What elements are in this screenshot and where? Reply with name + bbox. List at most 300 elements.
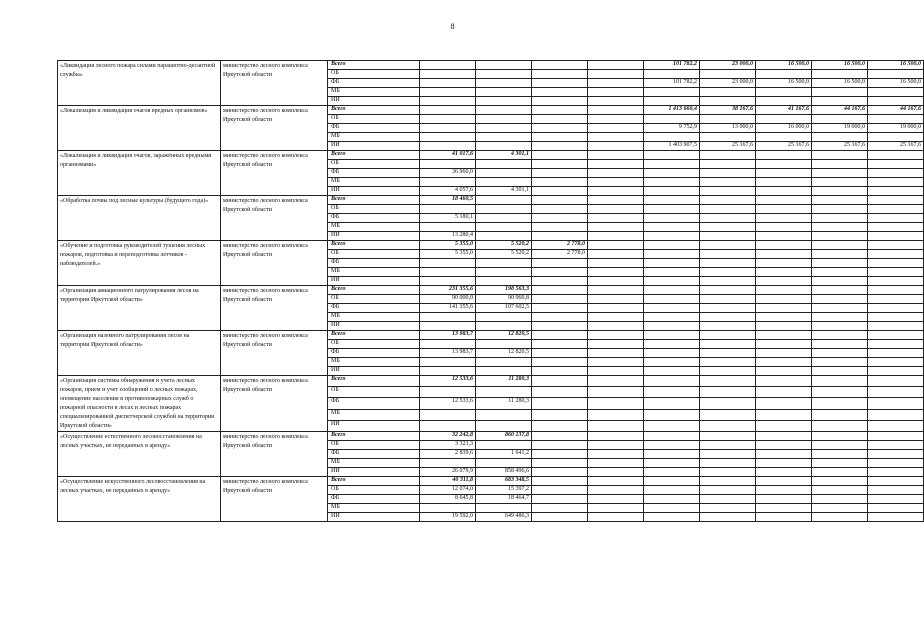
value-cell	[812, 358, 868, 367]
value-cell	[700, 187, 756, 196]
value-cell	[868, 376, 924, 387]
funding-source: МБ	[328, 358, 420, 367]
value-cell	[476, 340, 532, 349]
value-cell	[700, 432, 756, 441]
value-cell: 5 355,0	[420, 241, 476, 250]
value-cell	[420, 223, 476, 232]
value-cell	[756, 420, 812, 431]
value-cell	[700, 97, 756, 106]
value-cell	[700, 214, 756, 223]
value-cell: 5 520,2	[476, 241, 532, 250]
value-cell	[812, 313, 868, 322]
empty-cell	[588, 367, 644, 376]
value-cell	[868, 178, 924, 187]
value-cell	[812, 398, 868, 409]
value-cell	[868, 409, 924, 420]
value-cell	[700, 196, 756, 205]
value-cell	[532, 513, 588, 522]
value-cell	[644, 409, 700, 420]
value-cell	[476, 277, 532, 286]
value-cell	[700, 387, 756, 398]
empty-cell	[588, 295, 644, 304]
funding-source: Всего	[328, 196, 420, 205]
value-cell	[476, 133, 532, 142]
value-cell	[476, 115, 532, 124]
value-cell	[644, 459, 700, 468]
value-cell: 13 280,4	[420, 232, 476, 241]
value-cell	[532, 277, 588, 286]
responsible-executor: министерство лесного комплекса Иркутской области	[221, 241, 328, 286]
value-cell: 44 167,6	[812, 106, 868, 115]
value-cell	[532, 259, 588, 268]
value-cell	[868, 432, 924, 441]
value-cell: 231 355,6	[420, 286, 476, 295]
page-number: 8	[450, 22, 455, 31]
value-cell	[644, 178, 700, 187]
value-cell	[644, 367, 700, 376]
value-cell	[700, 259, 756, 268]
value-cell	[532, 151, 588, 160]
measure-name: «Организация авиационного патрулирования лесов на территории Иркутской области»	[58, 286, 221, 331]
value-cell	[476, 322, 532, 331]
table-row	[58, 241, 924, 250]
empty-cell	[588, 441, 644, 450]
value-cell	[756, 115, 812, 124]
measure-name: «Осуществление искусственного лесовосстановления на лесных участках, не переданных в аренду»	[58, 477, 221, 522]
value-cell	[532, 358, 588, 367]
value-cell	[644, 241, 700, 250]
empty-cell	[588, 232, 644, 241]
value-cell	[812, 259, 868, 268]
empty-cell	[588, 432, 644, 441]
value-cell: 13 000,0	[700, 124, 756, 133]
value-cell	[532, 205, 588, 214]
value-cell	[476, 214, 532, 223]
value-cell	[756, 495, 812, 504]
value-cell	[420, 268, 476, 277]
value-cell	[756, 133, 812, 142]
value-cell: 41 167,6	[756, 106, 812, 115]
value-cell	[700, 367, 756, 376]
value-cell	[700, 376, 756, 387]
value-cell: 1 403 907,5	[644, 142, 700, 151]
value-cell	[476, 232, 532, 241]
value-cell	[420, 459, 476, 468]
value-cell	[700, 340, 756, 349]
value-cell: 40 311,8	[420, 477, 476, 486]
value-cell	[756, 160, 812, 169]
value-cell	[532, 376, 588, 387]
value-cell	[868, 486, 924, 495]
value-cell: 683 348,5	[476, 477, 532, 486]
funding-source: МБ	[328, 133, 420, 142]
value-cell: 25 167,6	[868, 142, 924, 151]
value-cell	[644, 286, 700, 295]
funding-source: ФБ	[328, 349, 420, 358]
value-cell	[868, 349, 924, 358]
value-cell	[756, 250, 812, 259]
empty-cell	[588, 124, 644, 133]
value-cell	[476, 124, 532, 133]
value-cell	[476, 313, 532, 322]
empty-cell	[588, 70, 644, 79]
value-cell	[756, 196, 812, 205]
value-cell: 90 960,8	[476, 295, 532, 304]
value-cell	[476, 97, 532, 106]
funding-source: Всего	[328, 106, 420, 115]
value-cell	[532, 61, 588, 70]
value-cell: 16 500,0	[868, 61, 924, 70]
value-cell	[420, 205, 476, 214]
value-cell	[532, 468, 588, 477]
value-cell	[476, 367, 532, 376]
empty-cell	[588, 477, 644, 486]
empty-cell	[588, 151, 644, 160]
value-cell	[812, 205, 868, 214]
value-cell	[812, 477, 868, 486]
value-cell	[644, 495, 700, 504]
value-cell	[532, 477, 588, 486]
responsible-executor: министерство лесного комплекса Иркутской области	[221, 376, 328, 432]
empty-cell	[588, 160, 644, 169]
empty-cell	[588, 205, 644, 214]
value-cell	[756, 268, 812, 277]
value-cell	[812, 486, 868, 495]
responsible-executor: министерство лесного комплекса Иркутской области	[221, 432, 328, 477]
value-cell	[532, 409, 588, 420]
value-cell	[420, 70, 476, 79]
value-cell: 860 137,8	[476, 432, 532, 441]
value-cell	[476, 459, 532, 468]
value-cell	[812, 151, 868, 160]
value-cell	[532, 169, 588, 178]
value-cell	[532, 70, 588, 79]
value-cell: 19 000,0	[868, 124, 924, 133]
funding-source: ФБ	[328, 495, 420, 504]
value-cell: 5 180,1	[420, 214, 476, 223]
empty-cell	[588, 133, 644, 142]
value-cell	[812, 232, 868, 241]
empty-cell	[588, 459, 644, 468]
value-cell: 18 464,7	[476, 495, 532, 504]
funding-source: МБ	[328, 313, 420, 322]
value-cell	[812, 223, 868, 232]
value-cell	[756, 304, 812, 313]
value-cell	[700, 441, 756, 450]
value-cell	[700, 151, 756, 160]
funding-source: ИИ	[328, 468, 420, 477]
empty-cell	[588, 486, 644, 495]
value-cell	[476, 358, 532, 367]
empty-cell	[588, 106, 644, 115]
value-cell	[476, 61, 532, 70]
value-cell	[476, 223, 532, 232]
value-cell	[420, 420, 476, 431]
funding-source: ФБ	[328, 398, 420, 409]
value-cell: 12 820,5	[476, 331, 532, 340]
value-cell	[812, 88, 868, 97]
value-cell	[420, 178, 476, 187]
value-cell	[420, 106, 476, 115]
value-cell	[868, 450, 924, 459]
value-cell	[756, 376, 812, 387]
value-cell: 25 167,6	[700, 142, 756, 151]
value-cell: 16 500,0	[756, 61, 812, 70]
value-cell: 198 563,3	[476, 286, 532, 295]
value-cell	[868, 160, 924, 169]
value-cell	[812, 349, 868, 358]
funding-source: Всего	[328, 376, 420, 387]
value-cell	[868, 196, 924, 205]
value-cell	[812, 214, 868, 223]
value-cell	[756, 286, 812, 295]
value-cell	[812, 495, 868, 504]
empty-cell	[588, 376, 644, 387]
funding-source: ОБ	[328, 295, 420, 304]
budget-table	[57, 60, 924, 522]
value-cell	[868, 468, 924, 477]
value-cell	[532, 295, 588, 304]
value-cell	[868, 495, 924, 504]
funding-source: Всего	[328, 151, 420, 160]
value-cell	[532, 331, 588, 340]
value-cell	[476, 387, 532, 398]
value-cell	[644, 304, 700, 313]
table-row	[58, 196, 924, 205]
funding-source: Всего	[328, 61, 420, 70]
value-cell	[476, 142, 532, 151]
value-cell	[868, 441, 924, 450]
table-row	[58, 331, 924, 340]
value-cell	[812, 115, 868, 124]
value-cell	[532, 420, 588, 431]
funding-source: ОБ	[328, 115, 420, 124]
empty-cell	[588, 61, 644, 70]
table-body	[58, 61, 924, 522]
value-cell	[644, 340, 700, 349]
value-cell	[532, 367, 588, 376]
value-cell	[420, 313, 476, 322]
value-cell	[700, 349, 756, 358]
table-row	[58, 151, 924, 160]
value-cell	[700, 88, 756, 97]
empty-cell	[588, 259, 644, 268]
value-cell: 2 778,0	[532, 241, 588, 250]
value-cell	[868, 133, 924, 142]
value-cell: 8 645,8	[420, 495, 476, 504]
value-cell	[420, 124, 476, 133]
empty-cell	[588, 349, 644, 358]
funding-source: ИИ	[328, 513, 420, 522]
value-cell	[532, 88, 588, 97]
value-cell	[756, 477, 812, 486]
value-cell	[644, 450, 700, 459]
empty-cell	[588, 277, 644, 286]
value-cell	[420, 259, 476, 268]
value-cell	[644, 88, 700, 97]
value-cell	[868, 513, 924, 522]
value-cell	[532, 450, 588, 459]
value-cell	[476, 178, 532, 187]
empty-cell	[588, 450, 644, 459]
value-cell	[476, 441, 532, 450]
value-cell	[756, 367, 812, 376]
value-cell	[812, 504, 868, 513]
value-cell	[756, 151, 812, 160]
value-cell	[644, 223, 700, 232]
value-cell	[868, 115, 924, 124]
value-cell	[756, 205, 812, 214]
measure-name: «Обработка почвы под лесные культуры (будущего года)»	[58, 196, 221, 241]
value-cell	[532, 160, 588, 169]
value-cell	[700, 160, 756, 169]
funding-source: ИИ	[328, 97, 420, 106]
measure-name: «Ликвидация лесного пожара силами парашютно-десантной службы»	[58, 61, 221, 106]
value-cell	[868, 223, 924, 232]
value-cell	[476, 79, 532, 88]
value-cell	[868, 398, 924, 409]
value-cell	[868, 151, 924, 160]
table-row	[58, 286, 924, 295]
value-cell	[532, 441, 588, 450]
value-cell	[756, 450, 812, 459]
value-cell	[812, 420, 868, 431]
value-cell	[700, 504, 756, 513]
value-cell: 19 592,0	[420, 513, 476, 522]
value-cell	[420, 160, 476, 169]
value-cell: 25 167,6	[756, 142, 812, 151]
value-cell: 101 782,2	[644, 61, 700, 70]
value-cell: 16 500,0	[868, 79, 924, 88]
empty-cell	[588, 331, 644, 340]
value-cell	[812, 387, 868, 398]
value-cell	[700, 232, 756, 241]
value-cell	[644, 358, 700, 367]
funding-source: ОБ	[328, 160, 420, 169]
value-cell	[812, 277, 868, 286]
value-cell	[700, 250, 756, 259]
funding-source: МБ	[328, 268, 420, 277]
value-cell	[812, 268, 868, 277]
empty-cell	[588, 115, 644, 124]
value-cell	[644, 97, 700, 106]
value-cell	[644, 169, 700, 178]
empty-cell	[588, 178, 644, 187]
value-cell	[532, 223, 588, 232]
value-cell: 18 460,5	[420, 196, 476, 205]
value-cell	[420, 367, 476, 376]
value-cell: 101 782,2	[644, 79, 700, 88]
empty-cell	[588, 286, 644, 295]
value-cell	[756, 331, 812, 340]
empty-cell	[588, 340, 644, 349]
value-cell	[812, 513, 868, 522]
value-cell	[532, 214, 588, 223]
value-cell: 16 500,0	[812, 79, 868, 88]
value-cell: 9 752,9	[644, 124, 700, 133]
value-cell	[644, 504, 700, 513]
measure-name: «Организация наземного патрулирования лесов на территории Иркутской области»	[58, 331, 221, 376]
value-cell	[644, 513, 700, 522]
value-cell	[756, 513, 812, 522]
empty-cell	[588, 358, 644, 367]
value-cell	[868, 187, 924, 196]
value-cell	[756, 88, 812, 97]
value-cell	[644, 322, 700, 331]
value-cell	[868, 259, 924, 268]
value-cell	[420, 387, 476, 398]
value-cell	[420, 88, 476, 97]
funding-source: ФБ	[328, 450, 420, 459]
funding-source: ИИ	[328, 187, 420, 196]
value-cell	[476, 70, 532, 79]
value-cell	[700, 322, 756, 331]
value-cell	[420, 322, 476, 331]
value-cell	[756, 232, 812, 241]
funding-source: ФБ	[328, 259, 420, 268]
value-cell	[868, 313, 924, 322]
value-cell	[476, 409, 532, 420]
funding-source: ИИ	[328, 232, 420, 241]
funding-source: ОБ	[328, 486, 420, 495]
value-cell	[868, 504, 924, 513]
funding-source: ИИ	[328, 322, 420, 331]
value-cell: 858 496,6	[476, 468, 532, 477]
value-cell	[532, 486, 588, 495]
table-row	[58, 432, 924, 441]
value-cell	[700, 468, 756, 477]
empty-cell	[588, 513, 644, 522]
value-cell	[532, 504, 588, 513]
value-cell: 12 533,6	[420, 398, 476, 409]
value-cell: 23 000,0	[700, 61, 756, 70]
value-cell: 19 000,0	[812, 124, 868, 133]
value-cell	[868, 268, 924, 277]
value-cell	[532, 268, 588, 277]
value-cell	[868, 387, 924, 398]
value-cell: 4 301,1	[476, 151, 532, 160]
value-cell	[756, 459, 812, 468]
value-cell	[532, 196, 588, 205]
value-cell: 649 486,3	[476, 513, 532, 522]
responsible-executor: министерство лесного комплекса Иркутской области	[221, 477, 328, 522]
value-cell	[756, 169, 812, 178]
value-cell	[812, 450, 868, 459]
funding-source: ИИ	[328, 420, 420, 431]
value-cell	[532, 232, 588, 241]
value-cell	[532, 124, 588, 133]
value-cell: 107 602,5	[476, 304, 532, 313]
value-cell	[756, 349, 812, 358]
value-cell	[812, 322, 868, 331]
empty-cell	[588, 196, 644, 205]
value-cell: 3 323,3	[420, 441, 476, 450]
value-cell	[644, 295, 700, 304]
value-cell	[532, 79, 588, 88]
table-row	[58, 376, 924, 387]
value-cell	[812, 376, 868, 387]
measure-name: «Организация системы обнаружения и учета лесных пожаров, прием и учет сообщений о лесных пожарах, оповещение населения и противопожарных служб о пожарной опасности в лесах и лесных пожарах специализированной диспетчерской службой на территории Иркутской области»	[58, 376, 221, 432]
value-cell	[644, 468, 700, 477]
value-cell	[812, 97, 868, 106]
funding-source: ФБ	[328, 124, 420, 133]
value-cell	[644, 398, 700, 409]
value-cell	[644, 214, 700, 223]
value-cell: 2 839,6	[420, 450, 476, 459]
responsible-executor: министерство лесного комплекса Иркутской области	[221, 196, 328, 241]
value-cell	[476, 196, 532, 205]
funding-source: Всего	[328, 241, 420, 250]
